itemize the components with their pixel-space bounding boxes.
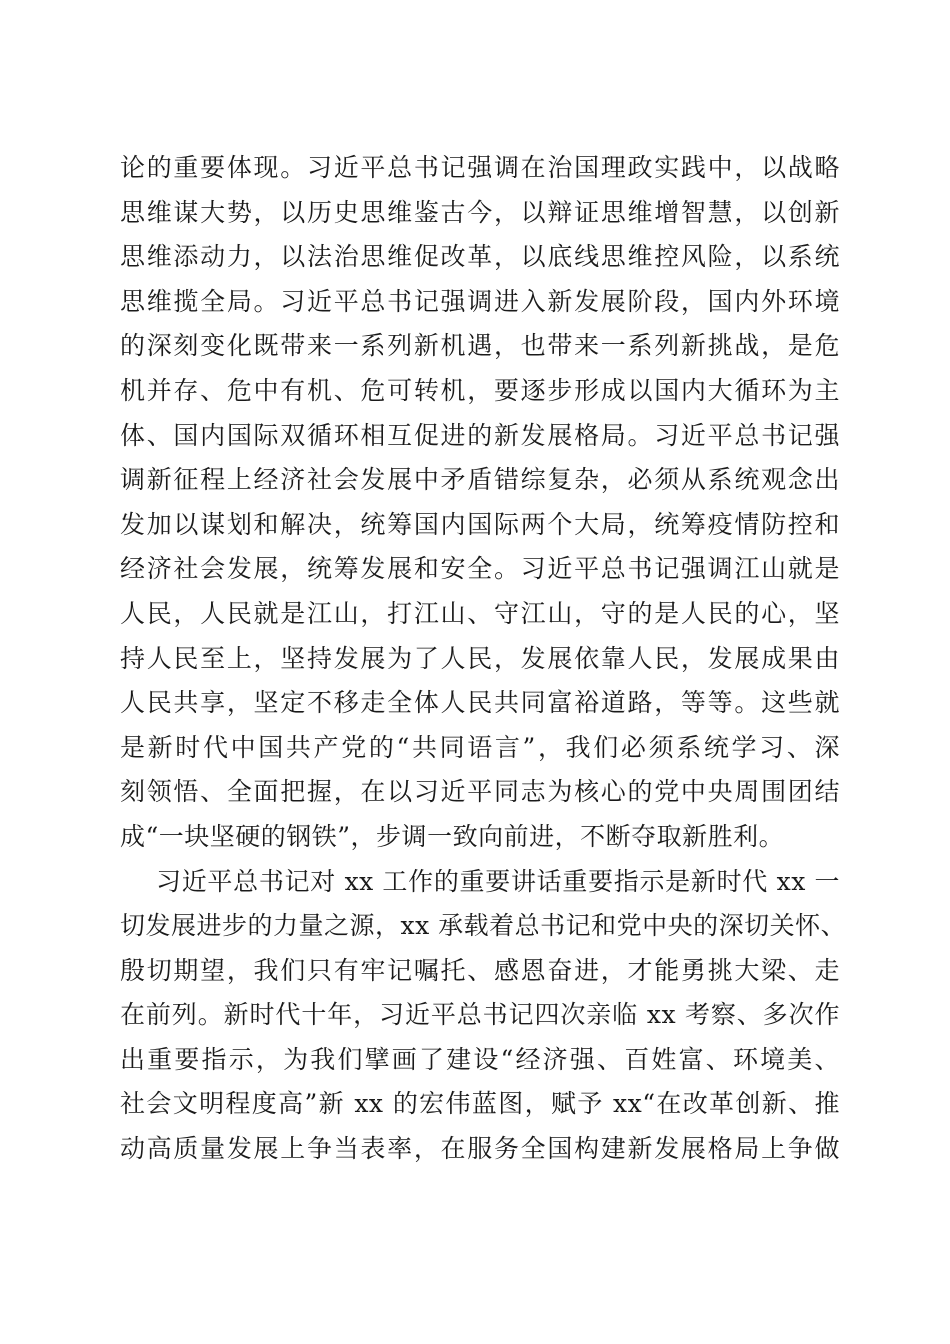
text-line: 经济社会发展，统筹发展和安全。习近平总书记强调江山就是 — [120, 554, 840, 584]
text-line: 思维揽全局。习近平总书记强调进入新发展阶段，国内外环境 — [120, 286, 840, 316]
text-line: 在前列。新时代十年，习近平总书记四次亲临 xx 考察、多次作 — [120, 1000, 840, 1030]
text-line: 发加以谋划和解决，统筹国内国际两个大局，统筹疫情防控和 — [120, 509, 840, 539]
text-line: 人民，人民就是江山，打江山、守江山，守的是人民的心，坚 — [120, 598, 840, 628]
text-line: 持人民至上，坚持发展为了人民，发展依靠人民，发展成果由 — [120, 643, 840, 673]
document-body — [120, 146, 847, 1172]
text-line: 思维谋大势，以历史思维鉴古今，以辩证思维增智慧，以创新 — [120, 197, 840, 227]
paragraph-1 — [120, 146, 840, 860]
paragraph-2 — [120, 860, 847, 1172]
text-line: 是新时代中国共产党的“共同语言”，我们必须系统学习、深 — [120, 732, 840, 762]
text-line: 调新征程上经济社会发展中矛盾错综复杂，必须从系统观念出 — [120, 465, 840, 495]
text-line: 的深刻变化既带来一系列新机遇，也带来一系列新挑战，是危 — [120, 331, 840, 361]
text-line: 人民共享，坚定不移走全体人民共同富裕道路，等等。这些就 — [120, 688, 840, 718]
text-line: 机并存、危中有机、危可转机，要逐步形成以国内大循环为主 — [120, 375, 840, 405]
text-line: 论的重要体现。习近平总书记强调在治国理政实践中，以战略 — [120, 153, 840, 182]
text-line: 社会文明程度高”新 xx 的宏伟蓝图，赋予 xx“在改革创新、推 — [120, 1089, 840, 1119]
text-line: 习近平总书记对 xx 工作的重要讲话重要指示是新时代 xx 一 — [156, 866, 840, 896]
text-line: 动高质量发展上争当表率，在服务全国构建新发展格局上争做 — [120, 1134, 840, 1164]
text-line: 殷切期望，我们只有牢记嘱托、感恩奋进，才能勇挑大梁、走 — [120, 955, 840, 985]
text-line: 刻领悟、全面把握，在以习近平同志为核心的党中央周围团结 — [120, 777, 840, 807]
text-line: 成“一块坚硬的钢铁”，步调一致向前进，不断夺取新胜利。 — [120, 821, 785, 851]
text-line: 思维添动力，以法治思维促改革，以底线思维控风险，以系统 — [120, 242, 840, 272]
text-line: 出重要指示，为我们擘画了建设“经济强、百姓富、环境美、 — [120, 1044, 840, 1074]
text-line: 体、国内国际双循环相互促进的新发展格局。习近平总书记强 — [120, 420, 840, 450]
text-line: 切发展进步的力量之源，xx 承载着总书记和党中央的深切关怀、 — [120, 911, 847, 941]
